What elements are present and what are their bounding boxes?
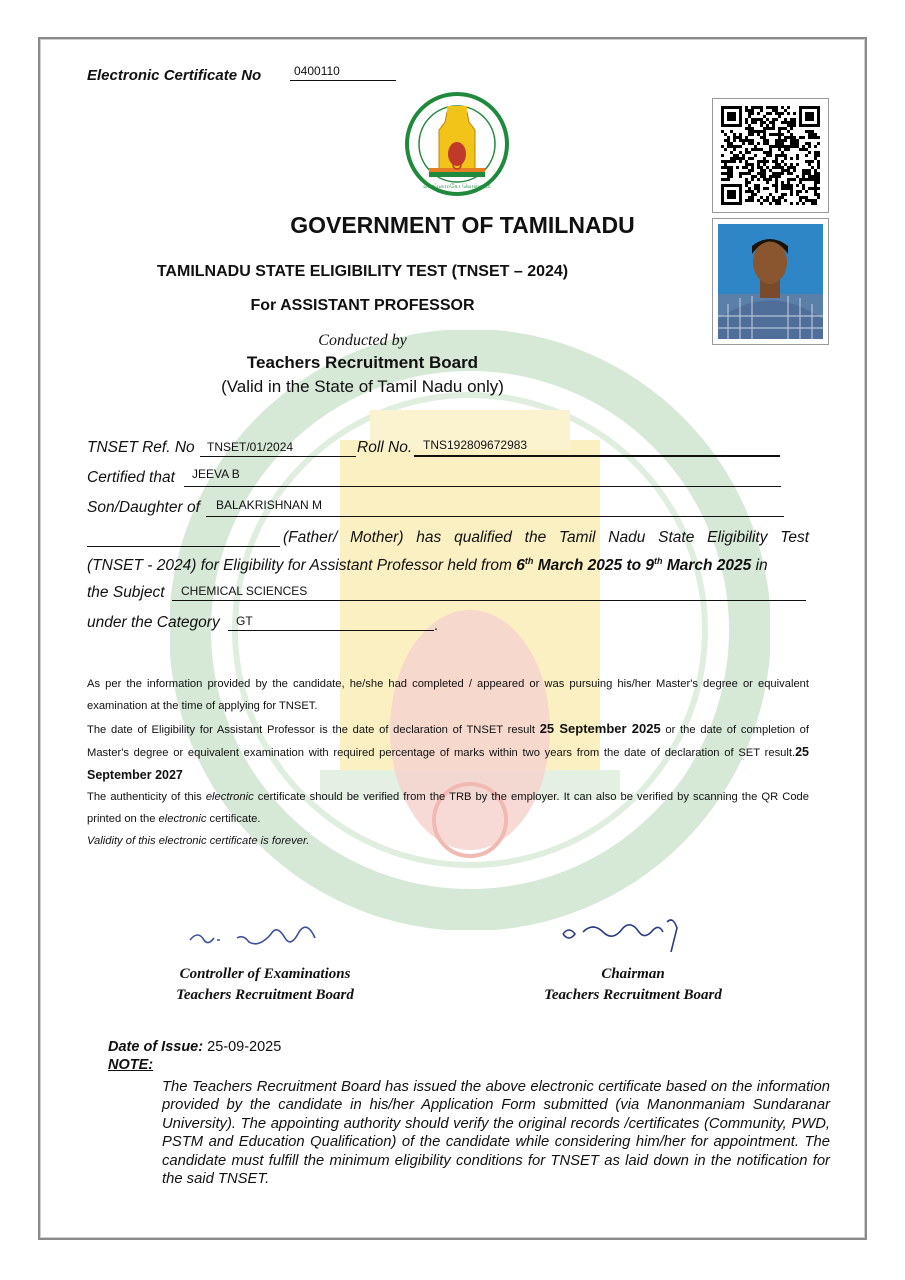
parent-underline xyxy=(206,516,784,517)
controller-org: Teachers Recruitment Board xyxy=(176,987,354,1003)
government-title: GOVERNMENT OF TAMILNADU xyxy=(290,212,635,238)
category-value: GT xyxy=(236,614,253,628)
certified-label: Certified that xyxy=(87,469,175,486)
candidate-photo-image xyxy=(718,224,823,339)
certified-underline xyxy=(184,486,781,487)
info-paragraph-3: The authenticity of this electronic certificate should be verified from the TRB by the employer. It can also be verified by scanning the QR Code printed on the electronic certificate. xyxy=(87,791,809,825)
chairman-org: Teachers Recruitment Board xyxy=(544,987,722,1003)
candidate-name: JEEVA B xyxy=(192,467,240,481)
qualified-text-line2: (TNSET - 2024) for Eligibility for Assistant Professor held from 6th March 2025 to 9th March 2025 in xyxy=(87,556,768,575)
controller-signature-icon xyxy=(185,910,345,955)
qualified-text-line1: (Father/ Mother) has qualified the Tamil Nadu State Eligibility Test xyxy=(283,529,809,546)
post-title: For ASSISTANT PROFESSOR xyxy=(250,297,475,314)
controller-title: Controller of Examinations xyxy=(179,966,351,982)
category-underline xyxy=(228,630,434,631)
date-of-issue: Date of Issue: 25-09-2025 xyxy=(108,1039,282,1055)
emblem-motto: வாய்மையே வெல்லும் xyxy=(423,182,491,190)
subject-label: the Subject xyxy=(87,584,165,601)
qr-code[interactable] xyxy=(712,98,829,213)
subject-underline xyxy=(172,600,806,601)
parent-name: BALAKRISHNAN M xyxy=(216,498,323,512)
category-label: under the Category xyxy=(87,614,220,631)
parent-blank-underline xyxy=(87,546,280,547)
ref-label: TNSET Ref. No xyxy=(87,439,195,456)
subject-value: CHEMICAL SCIENCES xyxy=(181,584,308,598)
validity-note: (Valid in the State of Tamil Nadu only) xyxy=(221,377,504,396)
info-paragraph-4: Validity of this electronic certificate is forever. xyxy=(87,835,310,847)
roll-label: Roll No. xyxy=(357,439,413,456)
info-paragraph-2: The date of Eligibility for Assistant Professor is the date of declaration of TNSET result 25 September 2025 or the date of completion of Master's degree or equivalent examination with required percentage of marks within two years from the date of declaration of SET result.25 September 2027 xyxy=(87,721,809,782)
exam-title: TAMILNADU STATE ELIGIBILITY TEST (TNSET – 2024) xyxy=(156,263,569,280)
certificate-number-label: Electronic Certificate No xyxy=(87,67,262,84)
ref-value: TNSET/01/2024 xyxy=(207,440,294,454)
qr-code-icon xyxy=(720,106,821,205)
conducted-by: Conducted by xyxy=(318,332,407,349)
note-text: The Teachers Recruitment Board has issued the above electronic certificate based on the information provided by the candidate in his/her Application Form submitted (via Manonmaniam Sundaranar University). The appointing authority should verify the original records /certificates (Community, PWD, PSTM and Education Qualification) of the candidate while considering him/her for appointment. The candidate must fulfill the minimum eligibility conditions for TNSET as laid down in the notification for the said TNSET. xyxy=(162,1079,830,1188)
chairman-title: Chairman xyxy=(601,966,665,982)
parent-label: Son/Daughter of xyxy=(87,499,200,516)
chairman-signature-icon xyxy=(555,912,705,952)
note-label: NOTE: xyxy=(108,1057,154,1073)
certificate-number-value: 0400110 xyxy=(290,64,396,81)
board-name: Teachers Recruitment Board xyxy=(246,353,479,372)
tamilnadu-emblem-icon xyxy=(403,92,511,196)
roll-underline xyxy=(414,455,780,457)
info-paragraph-1: As per the information provided by the candidate, he/she had completed / appeared or was pursuing his/her Master's degree or equivalent examination at the time of applying for TNSET. xyxy=(87,678,809,712)
roll-value: TNS192809672983 xyxy=(423,438,528,452)
category-period: . xyxy=(434,617,438,633)
ref-underline xyxy=(200,456,356,457)
